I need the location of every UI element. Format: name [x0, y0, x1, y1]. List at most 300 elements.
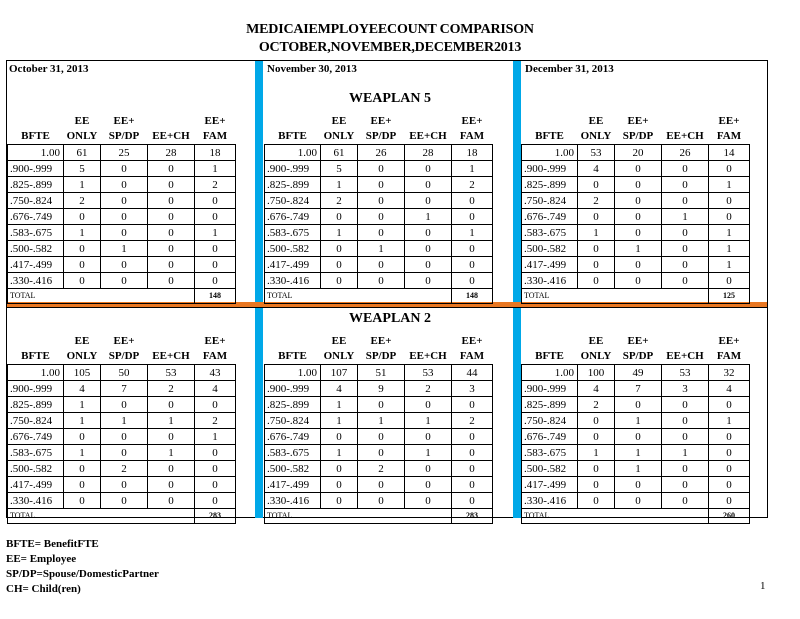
table-row	[8, 413, 236, 429]
count-table	[264, 333, 493, 524]
count-cell: 0	[452, 461, 493, 477]
count-cell: 28	[148, 145, 195, 161]
count-cell: 0	[452, 209, 493, 225]
total-value: 260	[709, 509, 750, 524]
count-cell: 53	[148, 365, 195, 381]
count-cell: 4	[709, 381, 750, 397]
count-cell: 0	[452, 257, 493, 273]
count-cell: 0	[195, 257, 236, 273]
count-cell: 0	[358, 493, 405, 509]
count-cell: 0	[321, 257, 358, 273]
count-cell: 1	[615, 413, 662, 429]
table-row	[522, 397, 750, 413]
count-cell: 0	[709, 445, 750, 461]
count-cell: 1	[709, 413, 750, 429]
count-cell: 7	[615, 381, 662, 397]
count-cell: 0	[662, 257, 709, 273]
header-fam: FAM	[709, 348, 750, 365]
count-cell: 1	[64, 397, 101, 413]
count-cell: 0	[358, 445, 405, 461]
count-cell: 0	[452, 193, 493, 209]
table-row	[265, 225, 493, 241]
bfte-band-cell: .330-.416	[8, 493, 64, 509]
count-cell: 0	[578, 413, 615, 429]
count-cell: 0	[358, 273, 405, 289]
bfte-band-cell: .825-.899	[265, 397, 321, 413]
header-fam: EE+	[204, 334, 226, 347]
header-ee: EE	[74, 334, 90, 347]
count-cell: 0	[405, 177, 452, 193]
bfte-band-cell: .583-.675	[522, 445, 578, 461]
count-cell: 0	[148, 493, 195, 509]
month-label-october: October 31, 2013	[9, 63, 89, 75]
total-row	[522, 289, 750, 304]
header-bfte: BFTE	[265, 348, 321, 365]
count-cell: 0	[321, 461, 358, 477]
header-cell	[148, 333, 195, 348]
count-cell: 107	[321, 365, 358, 381]
bfte-band-cell: .583-.675	[8, 445, 64, 461]
table-row	[522, 477, 750, 493]
table-row	[8, 493, 236, 509]
legend-item: CH= Child(ren)	[6, 583, 81, 595]
count-cell: 2	[148, 381, 195, 397]
count-cell: 0	[709, 493, 750, 509]
count-cell: 0	[578, 209, 615, 225]
count-cell: 2	[195, 413, 236, 429]
count-cell: 1	[64, 177, 101, 193]
page-number: 1	[760, 580, 766, 592]
header-fam: FAM	[452, 348, 493, 365]
table-row	[8, 241, 236, 257]
header-sp: EE+	[370, 114, 392, 127]
legend	[6, 537, 159, 597]
count-cell: 18	[195, 145, 236, 161]
count-cell: 1	[709, 177, 750, 193]
count-cell: 4	[64, 381, 101, 397]
total-value: 283	[195, 509, 236, 524]
header-ee-ch: EE+CH	[148, 348, 195, 365]
plan-title: WEAPLAN 5	[348, 91, 432, 106]
table-row	[265, 445, 493, 461]
count-cell: 0	[709, 273, 750, 289]
count-cell: 0	[321, 493, 358, 509]
table-row	[522, 193, 750, 209]
count-cell: 26	[358, 145, 405, 161]
count-table	[521, 113, 750, 304]
bfte-band-cell: .500-.582	[8, 241, 64, 257]
header-sp-dp: SP/DP	[358, 348, 405, 365]
count-cell: 0	[321, 209, 358, 225]
count-cell: 0	[709, 397, 750, 413]
bfte-band-cell: .583-.675	[265, 445, 321, 461]
table-row	[8, 161, 236, 177]
count-cell: 0	[101, 177, 148, 193]
bfte-band-cell: .750-.824	[265, 413, 321, 429]
table-row	[265, 273, 493, 289]
count-cell: 0	[195, 209, 236, 225]
header-bfte: BFTE	[8, 128, 64, 145]
count-cell: 0	[64, 461, 101, 477]
count-cell: 0	[358, 193, 405, 209]
count-cell: 0	[321, 241, 358, 257]
header-fam: EE+	[461, 114, 483, 127]
count-cell: 1	[578, 445, 615, 461]
count-cell: 0	[148, 273, 195, 289]
table-row	[8, 429, 236, 445]
plan-title: WEAPLAN 2	[348, 311, 432, 326]
count-cell: 0	[615, 273, 662, 289]
count-cell: 1	[195, 161, 236, 177]
count-cell: 0	[405, 241, 452, 257]
total-row	[8, 289, 236, 304]
count-cell: 1	[321, 177, 358, 193]
header-ee-only: ONLY	[64, 128, 101, 145]
header-sp: EE+	[627, 114, 649, 127]
header-ee-only: ONLY	[321, 348, 358, 365]
legend-item: BFTE= BenefitFTE	[6, 538, 99, 550]
table-row	[8, 145, 236, 161]
bfte-band-cell: .417-.499	[522, 477, 578, 493]
count-cell: 2	[195, 177, 236, 193]
count-cell: 1	[709, 241, 750, 257]
table-row	[8, 225, 236, 241]
count-cell: 0	[615, 193, 662, 209]
count-cell: 2	[101, 461, 148, 477]
count-cell: 0	[709, 429, 750, 445]
table-row	[8, 397, 236, 413]
count-cell: 50	[101, 365, 148, 381]
bfte-band-cell: .900-.999	[8, 161, 64, 177]
count-cell: 0	[709, 209, 750, 225]
count-cell: 0	[148, 177, 195, 193]
count-cell: 0	[405, 477, 452, 493]
count-cell: 28	[405, 145, 452, 161]
header-sp: EE+	[113, 114, 135, 127]
bfte-band-cell: .900-.999	[522, 381, 578, 397]
table-row	[522, 273, 750, 289]
header-fam: FAM	[709, 128, 750, 145]
count-cell: 0	[195, 193, 236, 209]
count-cell: 0	[662, 493, 709, 509]
bfte-band-cell: .825-.899	[522, 397, 578, 413]
table-row	[8, 381, 236, 397]
count-cell: 0	[578, 477, 615, 493]
count-cell: 0	[615, 225, 662, 241]
table-row	[522, 225, 750, 241]
bfte-band-cell: .330-.416	[522, 493, 578, 509]
bfte-band-cell: .900-.999	[522, 161, 578, 177]
bfte-band-cell: .900-.999	[8, 381, 64, 397]
count-cell: 0	[195, 273, 236, 289]
header-bfte: BFTE	[522, 348, 578, 365]
count-cell: 25	[101, 145, 148, 161]
bfte-band-cell: .825-.899	[8, 397, 64, 413]
table-row	[265, 241, 493, 257]
header-cell	[662, 333, 709, 348]
count-cell: 0	[405, 273, 452, 289]
count-cell: 1	[195, 225, 236, 241]
table-row	[265, 397, 493, 413]
total-label: TOTAL	[522, 509, 709, 524]
count-cell: 0	[662, 461, 709, 477]
count-cell: 1	[195, 429, 236, 445]
header-sp: EE+	[113, 334, 135, 347]
table-row	[265, 161, 493, 177]
count-cell: 0	[662, 397, 709, 413]
count-cell: 0	[101, 257, 148, 273]
count-cell: 0	[452, 241, 493, 257]
table-row	[522, 145, 750, 161]
header-sp-dp: SP/DP	[101, 128, 148, 145]
count-cell: 1	[321, 397, 358, 413]
total-label: TOTAL	[265, 289, 452, 304]
table-row	[8, 445, 236, 461]
count-cell: 0	[358, 177, 405, 193]
count-cell: 0	[101, 273, 148, 289]
bfte-band-cell: 1.00	[8, 145, 64, 161]
header-ee-only: ONLY	[578, 128, 615, 145]
bfte-band-cell: .676-.749	[8, 209, 64, 225]
header-fam: FAM	[195, 348, 236, 365]
header-ee: EE	[74, 114, 90, 127]
count-table	[7, 113, 236, 304]
count-cell: 1	[578, 225, 615, 241]
count-cell: 0	[709, 461, 750, 477]
bfte-band-cell: .750-.824	[522, 413, 578, 429]
count-cell: 0	[64, 209, 101, 225]
table-row	[265, 429, 493, 445]
count-cell: 0	[709, 193, 750, 209]
count-cell: 1	[452, 225, 493, 241]
count-cell: 0	[452, 493, 493, 509]
header-cell	[522, 333, 578, 348]
count-cell: 0	[148, 257, 195, 273]
count-cell: 1	[148, 413, 195, 429]
count-cell: 0	[64, 429, 101, 445]
table-row	[522, 365, 750, 381]
total-label: TOTAL	[8, 289, 195, 304]
count-cell: 0	[148, 477, 195, 493]
header-sp-dp: SP/DP	[615, 348, 662, 365]
bfte-band-cell: .330-.416	[265, 493, 321, 509]
count-cell: 61	[64, 145, 101, 161]
header-bfte: BFTE	[8, 348, 64, 365]
count-cell: 1	[615, 461, 662, 477]
count-cell: 0	[321, 429, 358, 445]
count-cell: 7	[101, 381, 148, 397]
count-cell: 0	[64, 477, 101, 493]
count-cell: 51	[358, 365, 405, 381]
header-cell	[662, 113, 709, 128]
bfte-band-cell: .330-.416	[8, 273, 64, 289]
column-divider	[255, 61, 263, 518]
table-row	[522, 493, 750, 509]
count-cell: 14	[709, 145, 750, 161]
table-row	[522, 257, 750, 273]
count-cell: 105	[64, 365, 101, 381]
count-cell: 0	[195, 461, 236, 477]
count-cell: 53	[662, 365, 709, 381]
count-cell: 0	[358, 209, 405, 225]
table-row	[265, 365, 493, 381]
bfte-band-cell: .417-.499	[8, 257, 64, 273]
header-ee-ch: EE+CH	[148, 128, 195, 145]
month-label-november: November 30, 2013	[267, 63, 357, 75]
table-row	[522, 445, 750, 461]
count-cell: 0	[148, 209, 195, 225]
count-cell: 0	[195, 493, 236, 509]
bfte-band-cell: 1.00	[522, 145, 578, 161]
header-cell	[405, 333, 452, 348]
count-cell: 2	[64, 193, 101, 209]
count-cell: 53	[405, 365, 452, 381]
count-cell: 0	[148, 461, 195, 477]
bfte-band-cell: .900-.999	[265, 381, 321, 397]
count-cell: 0	[358, 477, 405, 493]
count-cell: 1	[358, 413, 405, 429]
count-cell: 1	[64, 225, 101, 241]
bfte-band-cell: .676-.749	[522, 209, 578, 225]
table-row	[265, 381, 493, 397]
count-cell: 49	[615, 365, 662, 381]
table-row	[8, 365, 236, 381]
header-ee: EE	[588, 114, 604, 127]
count-cell: 0	[358, 225, 405, 241]
count-cell: 0	[405, 225, 452, 241]
table-row	[522, 177, 750, 193]
count-cell: 0	[195, 241, 236, 257]
total-row	[522, 509, 750, 524]
bfte-band-cell: .676-.749	[265, 209, 321, 225]
count-cell: 0	[578, 493, 615, 509]
count-cell: 0	[195, 477, 236, 493]
count-cell: 0	[148, 193, 195, 209]
count-cell: 43	[195, 365, 236, 381]
count-cell: 0	[615, 161, 662, 177]
count-cell: 0	[64, 241, 101, 257]
count-cell: 0	[615, 477, 662, 493]
count-cell: 0	[662, 161, 709, 177]
bfte-band-cell: .583-.675	[265, 225, 321, 241]
bfte-band-cell: .825-.899	[265, 177, 321, 193]
count-cell: 0	[662, 273, 709, 289]
count-cell: 1	[405, 413, 452, 429]
bfte-band-cell: .750-.824	[8, 193, 64, 209]
count-cell: 0	[148, 161, 195, 177]
header-ee-ch: EE+CH	[405, 348, 452, 365]
header-fam: FAM	[195, 128, 236, 145]
header-cell	[522, 113, 578, 128]
count-cell: 0	[662, 193, 709, 209]
header-cell	[8, 333, 64, 348]
count-cell: 0	[615, 397, 662, 413]
count-cell: 0	[321, 273, 358, 289]
section-divider-line	[7, 307, 767, 308]
header-sp-dp: SP/DP	[101, 348, 148, 365]
total-row	[265, 289, 493, 304]
bfte-band-cell: .330-.416	[265, 273, 321, 289]
count-cell: 0	[101, 397, 148, 413]
count-cell: 0	[578, 241, 615, 257]
table-row	[8, 193, 236, 209]
count-cell: 5	[321, 161, 358, 177]
count-cell: 0	[452, 477, 493, 493]
table-row	[8, 257, 236, 273]
column-divider	[513, 61, 521, 518]
count-cell: 2	[405, 381, 452, 397]
count-cell: 0	[405, 429, 452, 445]
count-cell: 1	[405, 445, 452, 461]
table-row	[8, 209, 236, 225]
count-cell: 0	[578, 273, 615, 289]
count-cell: 0	[148, 397, 195, 413]
count-cell: 0	[405, 257, 452, 273]
count-cell: 0	[578, 461, 615, 477]
header-cell	[8, 113, 64, 128]
bfte-band-cell: .500-.582	[522, 241, 578, 257]
bfte-band-cell: .583-.675	[8, 225, 64, 241]
header-ee-only: ONLY	[578, 348, 615, 365]
count-cell: 61	[321, 145, 358, 161]
header-ee: EE	[331, 114, 347, 127]
report-title: MEDICAIEMPLOYEECOUNT COMPARISON	[246, 22, 534, 37]
count-cell: 4	[578, 381, 615, 397]
count-cell: 0	[662, 177, 709, 193]
count-cell: 0	[101, 161, 148, 177]
count-cell: 9	[358, 381, 405, 397]
table-row	[265, 493, 493, 509]
table-row	[522, 413, 750, 429]
count-cell: 0	[662, 477, 709, 493]
total-value: 283	[452, 509, 493, 524]
count-cell: 0	[101, 193, 148, 209]
count-cell: 26	[662, 145, 709, 161]
table-row	[265, 209, 493, 225]
count-cell: 1	[321, 225, 358, 241]
table-row	[522, 209, 750, 225]
bfte-band-cell: .500-.582	[8, 461, 64, 477]
count-table	[7, 333, 236, 524]
header-fam: EE+	[461, 334, 483, 347]
count-cell: 1	[709, 225, 750, 241]
table-row	[522, 461, 750, 477]
count-cell: 0	[452, 397, 493, 413]
count-cell: 0	[452, 429, 493, 445]
table-row	[265, 177, 493, 193]
count-cell: 44	[452, 365, 493, 381]
total-row	[265, 509, 493, 524]
bfte-band-cell: .417-.499	[265, 257, 321, 273]
count-cell: 4	[578, 161, 615, 177]
header-cell	[265, 333, 321, 348]
bfte-band-cell: 1.00	[8, 365, 64, 381]
count-cell: 0	[358, 161, 405, 177]
total-value: 125	[709, 289, 750, 304]
count-cell: 2	[452, 177, 493, 193]
count-cell: 1	[405, 209, 452, 225]
count-cell: 1	[148, 445, 195, 461]
count-cell: 0	[615, 493, 662, 509]
bfte-band-cell: .330-.416	[522, 273, 578, 289]
count-cell: 2	[578, 397, 615, 413]
count-cell: 0	[64, 273, 101, 289]
count-cell: 0	[148, 429, 195, 445]
table-row	[265, 413, 493, 429]
count-cell: 3	[662, 381, 709, 397]
bfte-band-cell: .500-.582	[522, 461, 578, 477]
count-cell: 0	[662, 413, 709, 429]
